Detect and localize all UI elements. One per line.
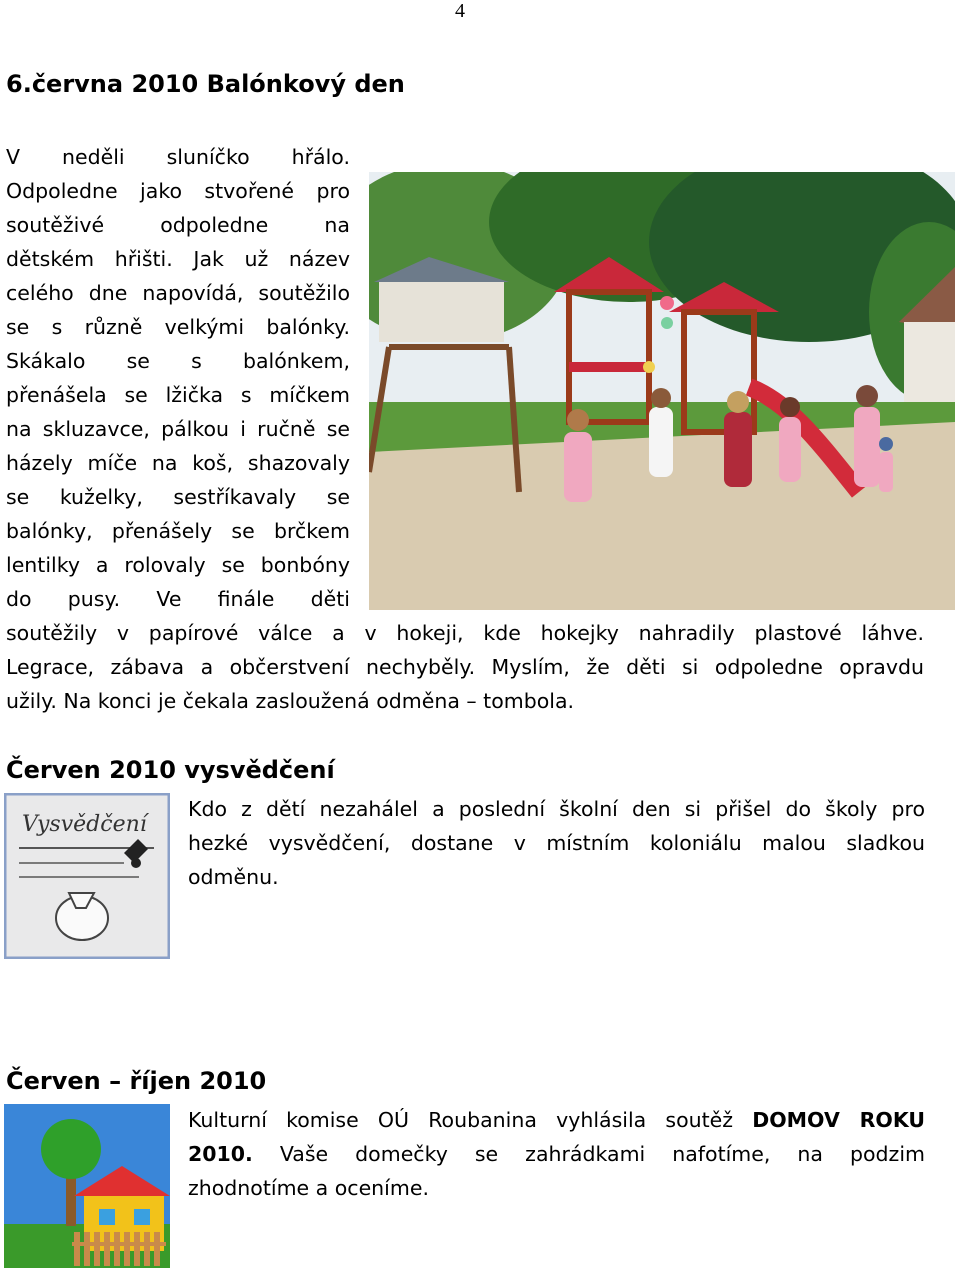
playground-photo	[369, 172, 955, 610]
text-line: zhodnotíme a oceníme.	[188, 1176, 429, 1200]
section-heading-vysvedceni: Červen 2010 vysvědčení	[6, 756, 335, 784]
section-heading-balonkovy-den: 6.června 2010 Balónkový den	[6, 70, 405, 98]
text-line: přenášela se lžička s míčkem	[6, 383, 350, 407]
text-line: užily. Na konci je čekala zasloužená odměna – tombola.	[6, 689, 575, 713]
text-line: se s různě velkými balónky.	[6, 315, 350, 339]
text-line: V neděli sluníčko hřálo.	[6, 145, 350, 169]
text-line: Legrace, zábava a občerstvení nechyběly. Myslím, že děti si odpoledne opravdu	[6, 655, 924, 679]
section-heading-domov-roku: Červen – říjen 2010	[6, 1067, 267, 1095]
text-line: balónky, přenášely se brčkem	[6, 519, 350, 543]
text-line: na skluzavce, pálkou i ručně se	[6, 417, 350, 441]
house-clipart	[4, 1104, 170, 1268]
text-line: lentilky a rolovaly se bonbóny	[6, 553, 350, 577]
text-line: do pusy. Ve finále děti	[6, 587, 350, 611]
page-number: 4	[455, 0, 465, 22]
text-line: Kdo z dětí nezahálel a poslední školní den si přišel do školy pro	[188, 797, 925, 821]
text-line: dětském hřišti. Jak už název	[6, 247, 350, 271]
section2-text	[188, 792, 925, 894]
text-line: hezké vysvědčení, dostane v místním koloniálu malou sladkou	[188, 831, 925, 855]
text-line: celého dne napovídá, soutěžilo	[6, 281, 350, 305]
text-line: házely míče na koš, shazovaly	[6, 451, 350, 475]
text-line: se kuželky, sestříkavaly se	[6, 485, 350, 509]
text-line: odměnu.	[188, 865, 279, 889]
section1-full-width	[6, 616, 924, 718]
contest-year-bold: 2010.	[188, 1142, 253, 1166]
text-line: Skákalo se s balónkem,	[6, 349, 350, 373]
text-line	[188, 1103, 925, 1137]
section3-text	[188, 1103, 925, 1205]
contest-text: Vaše domečky se zahrádkami nafotíme, na podzim	[252, 1142, 925, 1166]
text-line: soutěživé odpoledne na	[6, 213, 350, 237]
image-title-text: Vysvědčení	[22, 812, 147, 837]
text-line: Odpoledne jako stvořené pro	[6, 179, 350, 203]
contest-name-bold: DOMOV ROKU	[752, 1108, 925, 1132]
text-line: soutěžily v papírové válce a v hokeji, kde hokejky nahradily plastové láhve.	[6, 621, 924, 645]
contest-text: Kulturní komise OÚ Roubanina vyhlásila soutěž	[188, 1108, 753, 1132]
section1-left-column	[6, 140, 350, 616]
text-line	[188, 1137, 925, 1171]
report-card-illustration	[4, 793, 170, 959]
